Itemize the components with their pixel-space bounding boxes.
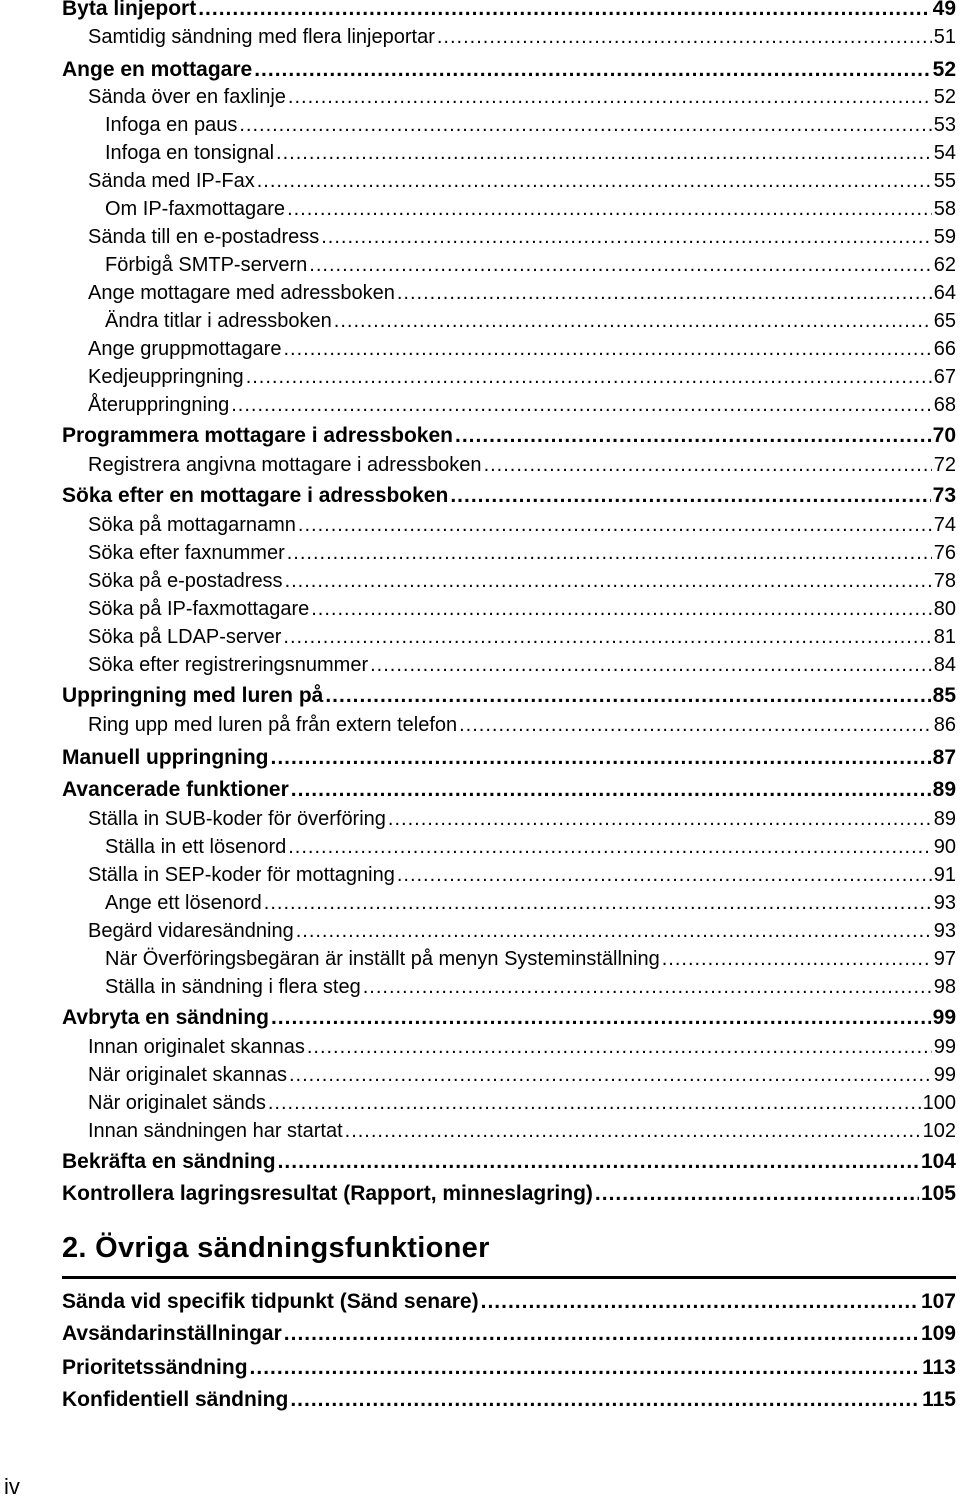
toc-entry[interactable] — [88, 338, 956, 361]
toc-entry-title: Förbigå SMTP-servern — [105, 254, 308, 276]
toc-entry-page: 104 — [920, 1150, 956, 1173]
dot-leader — [285, 570, 932, 593]
toc-entry-title: Innan sändningen har startat — [88, 1120, 343, 1142]
toc-entry[interactable] — [88, 1036, 956, 1059]
toc-entry[interactable] — [88, 514, 956, 537]
toc-entry[interactable] — [88, 454, 956, 477]
toc-entry-title: Sända med IP-Fax — [88, 170, 255, 192]
dot-leader — [268, 1092, 921, 1115]
dot-leader — [459, 714, 932, 737]
dot-leader — [291, 778, 931, 802]
toc-entry[interactable] — [105, 142, 956, 165]
toc-entry[interactable] — [88, 714, 956, 737]
toc-entry-page: 59 — [933, 226, 956, 248]
toc-entry[interactable] — [105, 198, 956, 221]
toc-entry-title: Ange mottagare med adressboken — [88, 282, 395, 304]
dot-leader — [437, 26, 932, 49]
toc-entry-title: Bekräfta en sändning — [62, 1150, 276, 1173]
toc-entry-page: 90 — [933, 836, 956, 858]
dot-leader — [397, 864, 932, 887]
toc-entry-page: 66 — [933, 338, 956, 360]
dot-leader — [363, 976, 932, 999]
dot-leader — [298, 514, 932, 537]
toc-entry-page: 64 — [933, 282, 956, 304]
toc-entry-page: 78 — [933, 570, 956, 592]
chapter-rule — [62, 1276, 956, 1279]
dot-leader — [276, 142, 932, 165]
toc-entry-title: Ändra titlar i adressboken — [105, 310, 332, 332]
toc-entry[interactable] — [62, 424, 956, 448]
toc-entry-title: Ställa in sändning i flera steg — [105, 976, 361, 998]
toc-entry[interactable] — [62, 1150, 956, 1174]
toc-entry-page: 76 — [933, 542, 956, 564]
toc-entry-title: Om IP-faxmottagare — [105, 198, 286, 220]
toc-entry[interactable] — [62, 684, 956, 708]
dot-leader — [484, 454, 932, 477]
toc-entry-page: 100 — [922, 1092, 956, 1114]
toc-entry-title: Sända vid specifik tidpunkt (Sänd senare) — [62, 1290, 479, 1313]
dot-leader — [289, 1064, 932, 1087]
toc-entry[interactable] — [88, 570, 956, 593]
toc-entry[interactable] — [105, 836, 956, 859]
dot-leader — [239, 114, 931, 137]
toc-entry-title: Begärd vidaresändning — [88, 920, 294, 942]
dot-leader — [388, 808, 932, 831]
toc-entry-title: När originalet skannas — [88, 1064, 287, 1086]
toc-entry-page: 55 — [933, 170, 956, 192]
dot-leader — [231, 394, 932, 417]
toc-entry-title: Söka efter en mottagare i adressboken — [62, 484, 449, 507]
toc-entry-title: Uppringning med luren på — [62, 684, 324, 707]
toc-entry-page: 87 — [932, 746, 956, 769]
toc-entry-page: 52 — [933, 86, 956, 108]
toc-entry[interactable] — [62, 1356, 956, 1380]
toc-entry-title: Infoga en tonsignal — [105, 142, 275, 164]
toc-entry-page: 102 — [922, 1120, 956, 1142]
toc-entry-page: 91 — [933, 864, 956, 886]
toc-entry[interactable] — [88, 920, 956, 943]
dot-leader — [250, 1356, 921, 1380]
toc-entry[interactable] — [88, 226, 956, 249]
toc-entry-title: Avancerade funktioner — [62, 778, 289, 801]
toc-entry-title: Prioritetssändning — [62, 1356, 248, 1379]
dot-leader — [450, 484, 930, 508]
dot-leader — [270, 746, 930, 770]
toc-entry-title: Kontrollera lagringsresultat (Rapport, minneslagring) — [62, 1182, 593, 1205]
dot-leader — [455, 424, 931, 448]
toc-entry[interactable] — [88, 1120, 956, 1143]
toc-entry[interactable] — [62, 1182, 956, 1206]
toc-entry-page: 52 — [932, 58, 956, 81]
toc-entry-page: 58 — [933, 198, 956, 220]
toc-entry-page: 81 — [933, 626, 956, 648]
dot-leader — [662, 948, 932, 971]
toc-entry-title: Ange en mottagare — [62, 58, 253, 81]
dot-leader — [283, 626, 931, 649]
toc-entry-page: 74 — [933, 514, 956, 536]
dot-leader — [287, 198, 932, 221]
toc-entry-title: Söka på IP-faxmottagare — [88, 598, 310, 620]
toc-entry-title: Ställa in SEP-koder för mottagning — [88, 864, 395, 886]
toc-entry[interactable] — [88, 26, 956, 49]
toc-entry-page: 86 — [933, 714, 956, 736]
toc-entry[interactable] — [88, 598, 956, 621]
toc-entry-page: 62 — [933, 254, 956, 276]
dot-leader — [321, 226, 932, 249]
toc-entry-title: Återuppringning — [88, 394, 230, 416]
dot-leader — [370, 654, 932, 677]
dot-leader — [257, 170, 932, 193]
dot-leader — [334, 310, 932, 333]
dot-leader — [595, 1182, 919, 1206]
toc-entry-page: 89 — [933, 808, 956, 830]
dot-leader — [271, 1006, 931, 1030]
toc-entry[interactable] — [105, 310, 956, 333]
dot-leader — [264, 892, 932, 915]
toc-entry-page: 49 — [932, 0, 956, 20]
toc-entry-page: 70 — [932, 424, 956, 447]
toc-entry-page: 65 — [933, 310, 956, 332]
toc-entry[interactable] — [88, 366, 956, 389]
toc-entry-page: 105 — [920, 1182, 956, 1205]
dot-leader — [397, 282, 932, 305]
toc-entry-page: 93 — [933, 892, 956, 914]
toc-entry[interactable] — [88, 1092, 956, 1115]
toc-entry-page: 51 — [933, 26, 956, 48]
toc-entry[interactable] — [105, 976, 956, 999]
toc-entry[interactable] — [62, 1388, 956, 1412]
toc-entry-title: Kedjeuppringning — [88, 366, 244, 388]
toc-entry-page: 97 — [933, 948, 956, 970]
toc-entry[interactable] — [62, 746, 956, 770]
toc-entry[interactable] — [62, 778, 956, 802]
toc-entry-title: Sända över en faxlinje — [88, 86, 286, 108]
toc-entry-title: Ställa in SUB-koder för överföring — [88, 808, 386, 830]
toc-entry-page: 54 — [933, 142, 956, 164]
toc-entry[interactable] — [88, 394, 956, 417]
dot-leader — [288, 836, 932, 859]
dot-leader — [296, 920, 932, 943]
toc-entry-page: 68 — [933, 394, 956, 416]
toc-entry[interactable] — [88, 282, 956, 305]
toc-entry-title: Innan originalet skannas — [88, 1036, 305, 1058]
toc-entry-page: 113 — [922, 1356, 956, 1379]
toc-entry-title: Registrera angivna mottagare i adressboken — [88, 454, 482, 476]
toc-entry-page: 53 — [933, 114, 956, 136]
dot-leader — [345, 1120, 921, 1143]
toc-entry-page: 67 — [933, 366, 956, 388]
toc-entry-page: 85 — [932, 684, 956, 707]
toc-entry-title: Söka på e-postadress — [88, 570, 283, 592]
toc-entry-title: Infoga en paus — [105, 114, 238, 136]
toc-entry-title: Sända till en e-postadress — [88, 226, 320, 248]
toc-entry[interactable] — [88, 542, 956, 565]
toc-entry[interactable] — [88, 864, 956, 887]
toc-entry-title: Ange gruppmottagare — [88, 338, 282, 360]
dot-leader — [290, 1388, 920, 1412]
toc-entry-page: 84 — [933, 654, 956, 676]
toc-entry-title: Söka på mottagarnamn — [88, 514, 296, 536]
toc-entry[interactable] — [62, 1006, 956, 1030]
toc-entry-page: 107 — [920, 1290, 956, 1313]
toc-entry-page: 98 — [933, 976, 956, 998]
dot-leader — [481, 1290, 919, 1314]
dot-leader — [198, 0, 930, 21]
toc-entry-title: Avsändarinställningar — [62, 1322, 282, 1345]
toc-entry-title: Söka efter registreringsnummer — [88, 654, 369, 676]
toc-entry-title: Söka efter faxnummer — [88, 542, 285, 564]
toc-entry[interactable] — [62, 1322, 956, 1346]
dot-leader — [287, 542, 932, 565]
toc-entry-page: 72 — [933, 454, 956, 476]
toc-entry-title: Manuell uppringning — [62, 746, 269, 769]
dot-leader — [283, 338, 931, 361]
dot-leader — [284, 1322, 919, 1346]
toc-entry-page: 109 — [920, 1322, 956, 1345]
toc-entry[interactable] — [62, 0, 956, 21]
dot-leader — [307, 1036, 932, 1059]
toc-entry[interactable] — [62, 1290, 956, 1314]
dot-leader — [288, 86, 932, 109]
dot-leader — [278, 1150, 919, 1174]
toc-entry-page: 80 — [933, 598, 956, 620]
toc-entry-title: Avbryta en sändning — [62, 1006, 269, 1029]
toc-entry-title: Ring upp med luren på från extern telefon — [88, 714, 458, 736]
toc-entry[interactable] — [88, 86, 956, 109]
toc-entry[interactable] — [88, 626, 956, 649]
toc-entry-title: Söka på LDAP-server — [88, 626, 282, 648]
toc-entry-page: 99 — [933, 1064, 956, 1086]
toc-entry-title: Ställa in ett lösenord — [105, 836, 287, 858]
toc-entry-title: Byta linjeport — [62, 0, 197, 20]
toc-entry[interactable] — [105, 948, 956, 971]
toc-entry[interactable] — [88, 1064, 956, 1087]
toc-entry[interactable] — [105, 114, 956, 137]
toc-entry[interactable] — [105, 892, 956, 915]
toc-entry-page: 89 — [932, 778, 956, 801]
dot-leader — [311, 598, 932, 621]
dot-leader — [246, 366, 932, 389]
toc-entry-page: 99 — [933, 1036, 956, 1058]
toc-entry[interactable] — [62, 58, 956, 82]
toc-entry-title: Ange ett lösenord — [105, 892, 262, 914]
toc-entry-page: 73 — [932, 484, 956, 507]
toc-entry-title: Programmera mottagare i adressboken — [62, 424, 453, 447]
dot-leader — [254, 58, 930, 82]
dot-leader — [309, 254, 931, 277]
toc-entry-title: Samtidig sändning med flera linjeportar — [88, 26, 435, 48]
toc-entry-page: 93 — [933, 920, 956, 942]
chapter-title: 2. Övriga sändningsfunktioner — [62, 1232, 490, 1264]
toc-entry-page: 115 — [922, 1388, 956, 1411]
toc-entry[interactable] — [62, 484, 956, 508]
toc-entry-title: Konfidentiell sändning — [62, 1388, 289, 1411]
toc-entry[interactable] — [105, 254, 956, 277]
toc-entry[interactable] — [88, 170, 956, 193]
dot-leader — [325, 684, 930, 708]
page-number: iv — [4, 1474, 20, 1499]
toc-entry[interactable] — [88, 654, 956, 677]
toc-entry[interactable] — [88, 808, 956, 831]
toc-entry-title: När originalet sänds — [88, 1092, 266, 1114]
toc-entry-page: 99 — [932, 1006, 956, 1029]
toc-entry-title: När Överföringsbegäran är inställt på menyn Systeminställning — [105, 948, 660, 970]
